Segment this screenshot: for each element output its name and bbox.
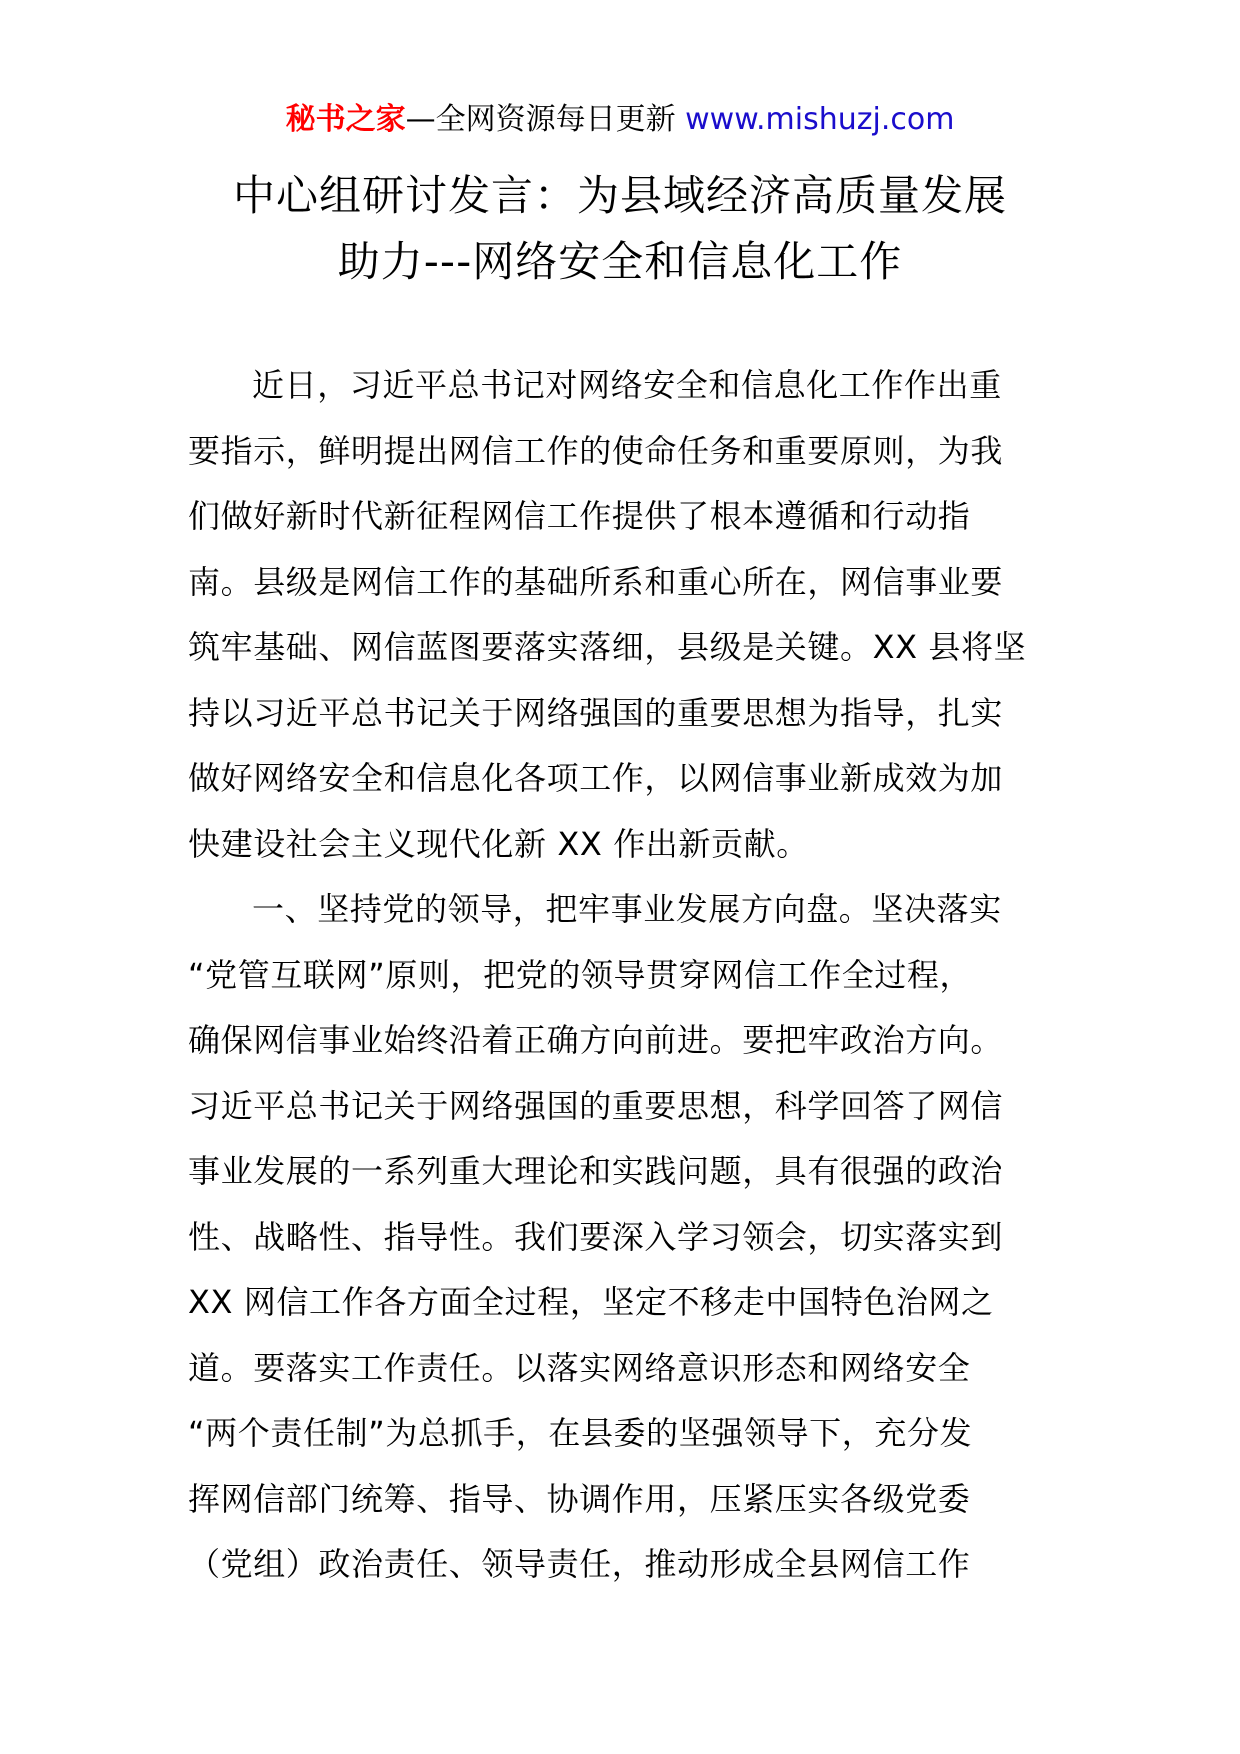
body-line: 道。要落实工作责任。以落实网络意识形态和网络安全 — [188, 1348, 971, 1387]
body-line: 习近平总书记关于网络强国的重要思想，科学回答了网信 — [188, 1086, 1004, 1125]
body-line: 快建设社会主义现代化新 XX 作出新贡献。 — [188, 824, 809, 863]
body-line: （党组）政治责任、领导责任，推动形成全县网信工作 — [188, 1545, 971, 1583]
body-line: 事业发展的一系列重大理论和实践问题，具有很强的政治 — [188, 1152, 1004, 1190]
body-line: 南。县级是网信工作的基础所系和重心所在，网信事业要 — [188, 562, 1004, 601]
site-url-link[interactable]: www.mishuzj.com — [685, 102, 955, 137]
body-line: XX 网信工作各方面全过程，坚定不移走中国特色治网之 — [188, 1283, 994, 1321]
site-tagline: —全网资源每日更新 — [405, 102, 686, 137]
body-line: 们做好新时代新征程网信工作提供了根本遵循和行动指 — [188, 497, 971, 535]
body-line: “党管互联网”原则，把党的领导贯穿网信工作全过程， — [188, 955, 973, 994]
section-heading-line: 一、坚持党的领导，把牢事业发展方向盘。坚决落实 — [252, 890, 1002, 928]
title-line-2: 助力---网络安全和信息化工作 — [337, 237, 903, 286]
body-line: 持以习近平总书记关于网络强国的重要思想为指导，扎实 — [188, 693, 1004, 732]
body-line: 筑牢基础、网信蓝图要落实落细，县级是关键。XX 县将坚 — [188, 628, 1027, 666]
body-line: 要指示，鲜明提出网信工作的使命任务和重要原则，为我 — [188, 431, 1004, 470]
document-body — [188, 353, 1056, 1598]
body-line: 确保网信事业始终沿着正确方向前进。要把牢政治方向。 — [188, 1021, 1004, 1059]
title-line-1: 中心组研讨发言：为县域经济高质量发展 — [232, 171, 1007, 220]
body-line: “两个责任制”为总抓手，在县委的坚强领导下，充分发 — [188, 1414, 973, 1452]
body-line: 挥网信部门统筹、指导、协调作用，压紧压实各级党委 — [188, 1479, 971, 1518]
body-line: 性、战略性、指导性。我们要深入学习领会，切实落实到 — [188, 1217, 1004, 1256]
body-line: 近日，习近平总书记对网络安全和信息化工作作出重 — [252, 366, 1002, 404]
body-line: 做好网络安全和信息化各项工作，以网信事业新成效为加 — [188, 759, 1004, 797]
site-header — [0, 98, 1240, 142]
document-title — [0, 163, 1240, 295]
site-name: 秘书之家 — [285, 102, 406, 137]
